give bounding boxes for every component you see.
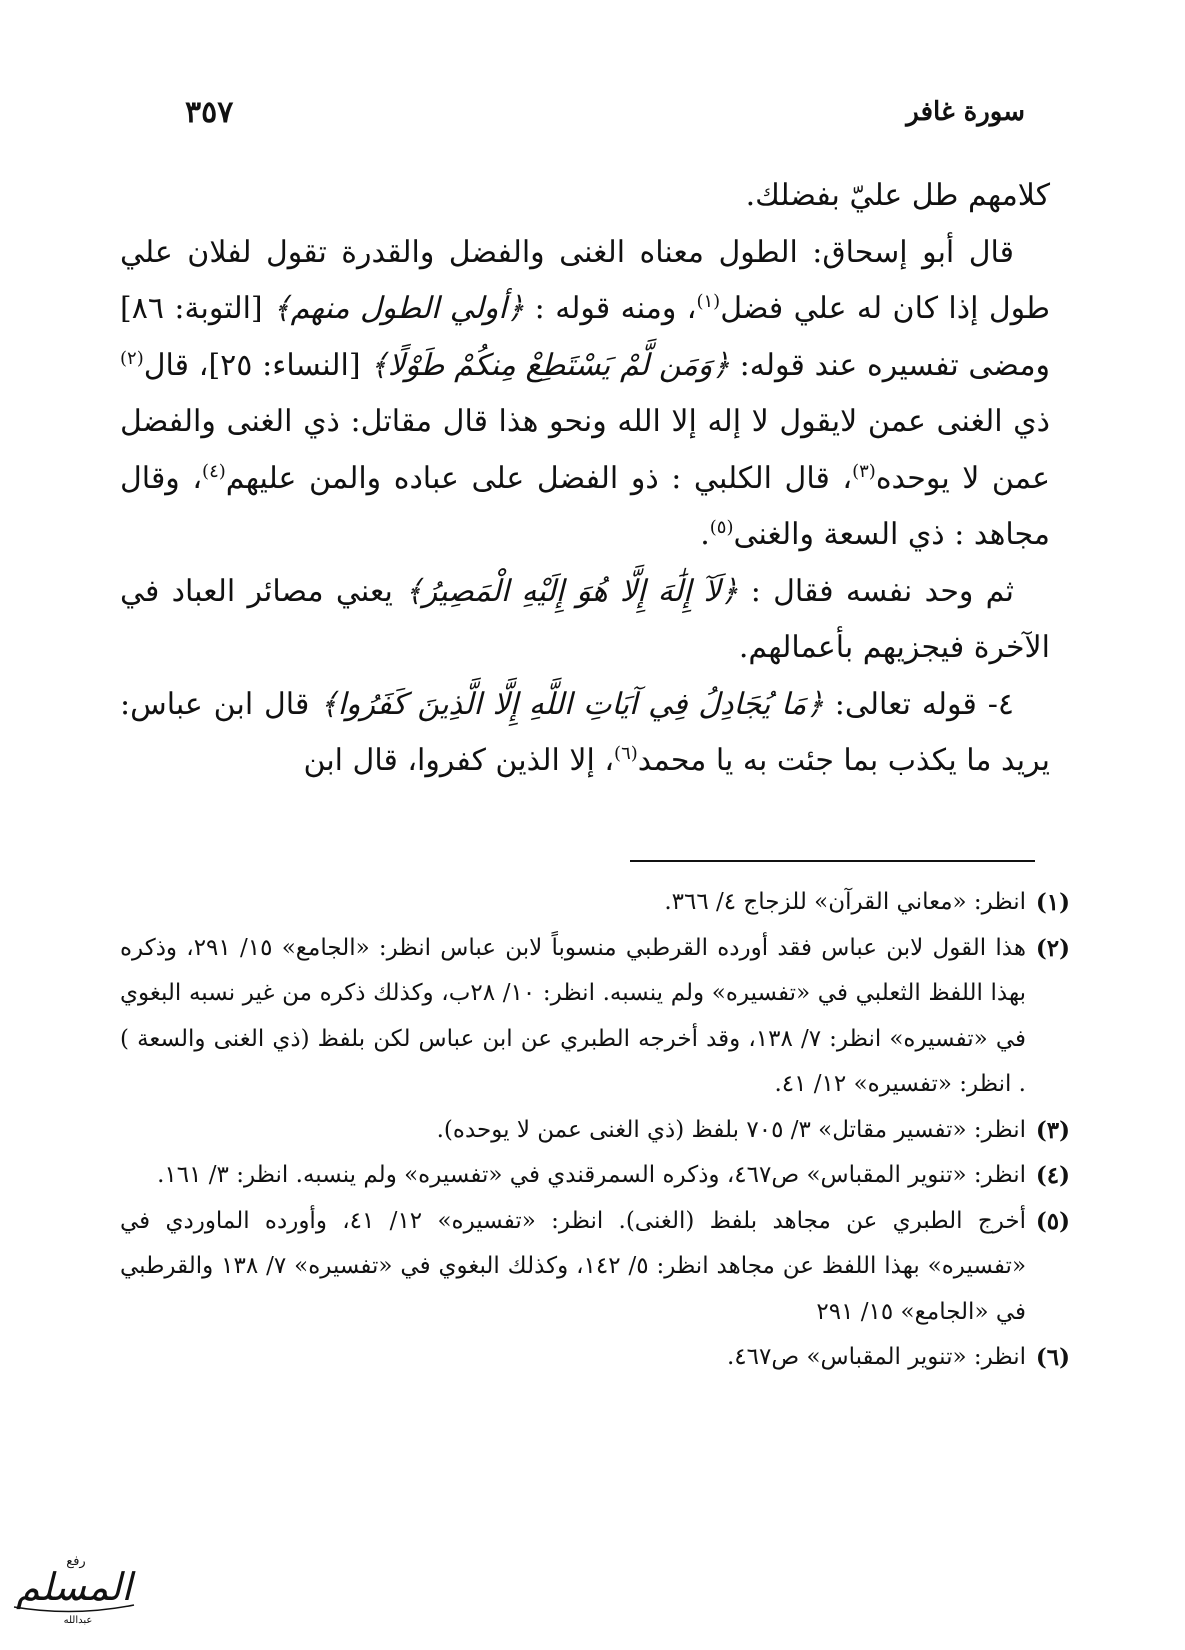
footnote-text: أخرج الطبري عن مجاهد بلفظ (الغنى). انظر: «تفسيره» ١٢/ ٤١، وأورده الماوردي في «تفسيره» بهذا اللفظ عن مجاهد انظر: ٥/ ١٤٢، وكذلك البغوي في «تفسيره» ٧/ ١٣٨ والقرطبي في «الجامع» ١٥/ ٢٩١ xyxy=(120,1207,1027,1325)
footnote xyxy=(120,1335,1070,1381)
quran-verse: ﴿لَآ إِلَٰهَ إِلَّا هُوَ إِلَيْهِ الْمَصِيرُ﴾ xyxy=(405,573,739,609)
text-run: ، وقال مجاهد : ذي السعة والغنى xyxy=(120,460,1050,552)
logo-main-text: المسلم xyxy=(16,1565,132,1609)
footnote-number: (٦) xyxy=(1035,1344,1070,1371)
footnotes xyxy=(120,880,1070,1381)
footnote xyxy=(120,880,1070,926)
publisher-logo xyxy=(6,1545,141,1631)
text-run: ، قال الكلبي : ذو الفضل على عباده والمن عليهم xyxy=(225,460,853,496)
logo-top-text: رفع xyxy=(66,1554,86,1569)
paragraph-1: كلامهم طل عليّ بفضلك. xyxy=(745,178,1050,213)
page-header xyxy=(185,92,1025,132)
footnote-ref-1[interactable]: (١) xyxy=(696,291,721,312)
main-text xyxy=(120,168,1050,790)
text-run: قال ابن عباس: يريد ما يكذب بما جئت به يا محمد xyxy=(120,686,1050,778)
text-run: ثم وحد نفسه فقال : xyxy=(738,573,1014,609)
text-run: ، إلا الذين كفروا، قال ابن xyxy=(303,743,615,778)
footnote-number: (٤) xyxy=(1035,1162,1070,1189)
text-run: [التوبة: ٨٦] ومضى تفسيره عند قوله: xyxy=(120,291,1051,383)
footnote-text: هذا القول لابن عباس فقد أورده القرطبي منسوباً لابن عباس انظر: «الجامع» ١٥/ ٢٩١، وذكره بهذا اللفظ الثعلبي في «تفسيره» ولم ينسبه. انظر: ١٠/ ٢٨ب، وكذلك ذكره من غير نسبه البغوي في «تفسيره» انظر: ٧/ ١٣٨، وقد أخرجه الطبري عن ابن عباس لكن بلفظ (ذي الغنى والسعة ) . انظر: «تفسيره» ١٢/ ٤١. xyxy=(120,934,1027,1097)
footnote-number: (٢) xyxy=(1035,934,1070,962)
footnote-text: انظر: «معاني القرآن» للزجاج ٤/ ٣٦٦. xyxy=(664,889,1026,915)
text-run: قال أبو إسحاق: الطول معناه الغنى والفضل والقدرة تقول لفلان علي طول إذا كان له علي فضل xyxy=(120,234,1051,326)
footnote-ref-3[interactable]: (٣) xyxy=(852,460,876,482)
logo-sub-text: عبدالله xyxy=(63,1615,93,1626)
footnote-ref-5[interactable]: (٥) xyxy=(709,517,734,538)
footnote-text: انظر: «تفسير مقاتل» ٣/ ٧٠٥ بلفظ (ذي الغنى عمن لا يوحده). xyxy=(436,1116,1026,1143)
footnote-text: انظر: «تنوير المقباس» ص٤٦٧، وذكره السمرقندي في «تفسيره» ولم ينسبه. انظر: ٣/ ١٦١. xyxy=(157,1162,1026,1188)
paragraph-3 xyxy=(120,564,1050,677)
quran-verse: ﴿مَا يُجَادِلُ فِي آيَاتِ اللَّهِ إِلَّا الَّذِينَ كَفَرُوا﴾ xyxy=(320,686,824,722)
text-run: ، ومنه قوله : xyxy=(524,291,697,326)
footnote-number: (١) xyxy=(1035,889,1070,916)
footnote-ref-4[interactable]: (٤) xyxy=(202,460,226,482)
footnote-number: (٥) xyxy=(1035,1207,1070,1235)
quran-verse: ﴿وَمَن لَّمْ يَسْتَطِعْ مِنكُمْ طَوْلًا﴾ xyxy=(370,347,730,383)
running-title: سورة غافر xyxy=(906,97,1025,127)
paragraph-2 xyxy=(120,225,1050,564)
footnote-ref-2[interactable]: (٢) xyxy=(120,347,144,369)
text-run: يعني مصائر العباد في الآخرة فيجزيهم بأعمالهم. xyxy=(120,573,1050,665)
paragraph-4 xyxy=(120,677,1050,790)
footnote xyxy=(120,1153,1070,1199)
text-run: ذي الغنى عمن لايقول لا إله إلا الله ونحو هذا قال مقاتل: ذي الغنى والفضل عمن لا يوحده xyxy=(120,404,1051,496)
page-number: ٣٥٧ xyxy=(185,94,234,130)
footnote-divider xyxy=(630,860,1035,862)
text-run: [النساء: ٢٥]، قال xyxy=(143,347,371,383)
footnote xyxy=(120,1199,1070,1336)
text-run: . xyxy=(700,517,710,552)
footnote xyxy=(120,926,1070,1108)
footnote xyxy=(120,1108,1070,1154)
footnote-text: انظر: «تنوير المقباس» ص٤٦٧. xyxy=(726,1344,1026,1370)
footnote-ref-6[interactable]: (٦) xyxy=(614,743,638,764)
quran-verse: ﴿أولي الطول منهم﴾ xyxy=(273,291,525,326)
text-run: ٤- قوله تعالى: xyxy=(823,686,1014,722)
footnote-number: (٣) xyxy=(1035,1116,1070,1144)
